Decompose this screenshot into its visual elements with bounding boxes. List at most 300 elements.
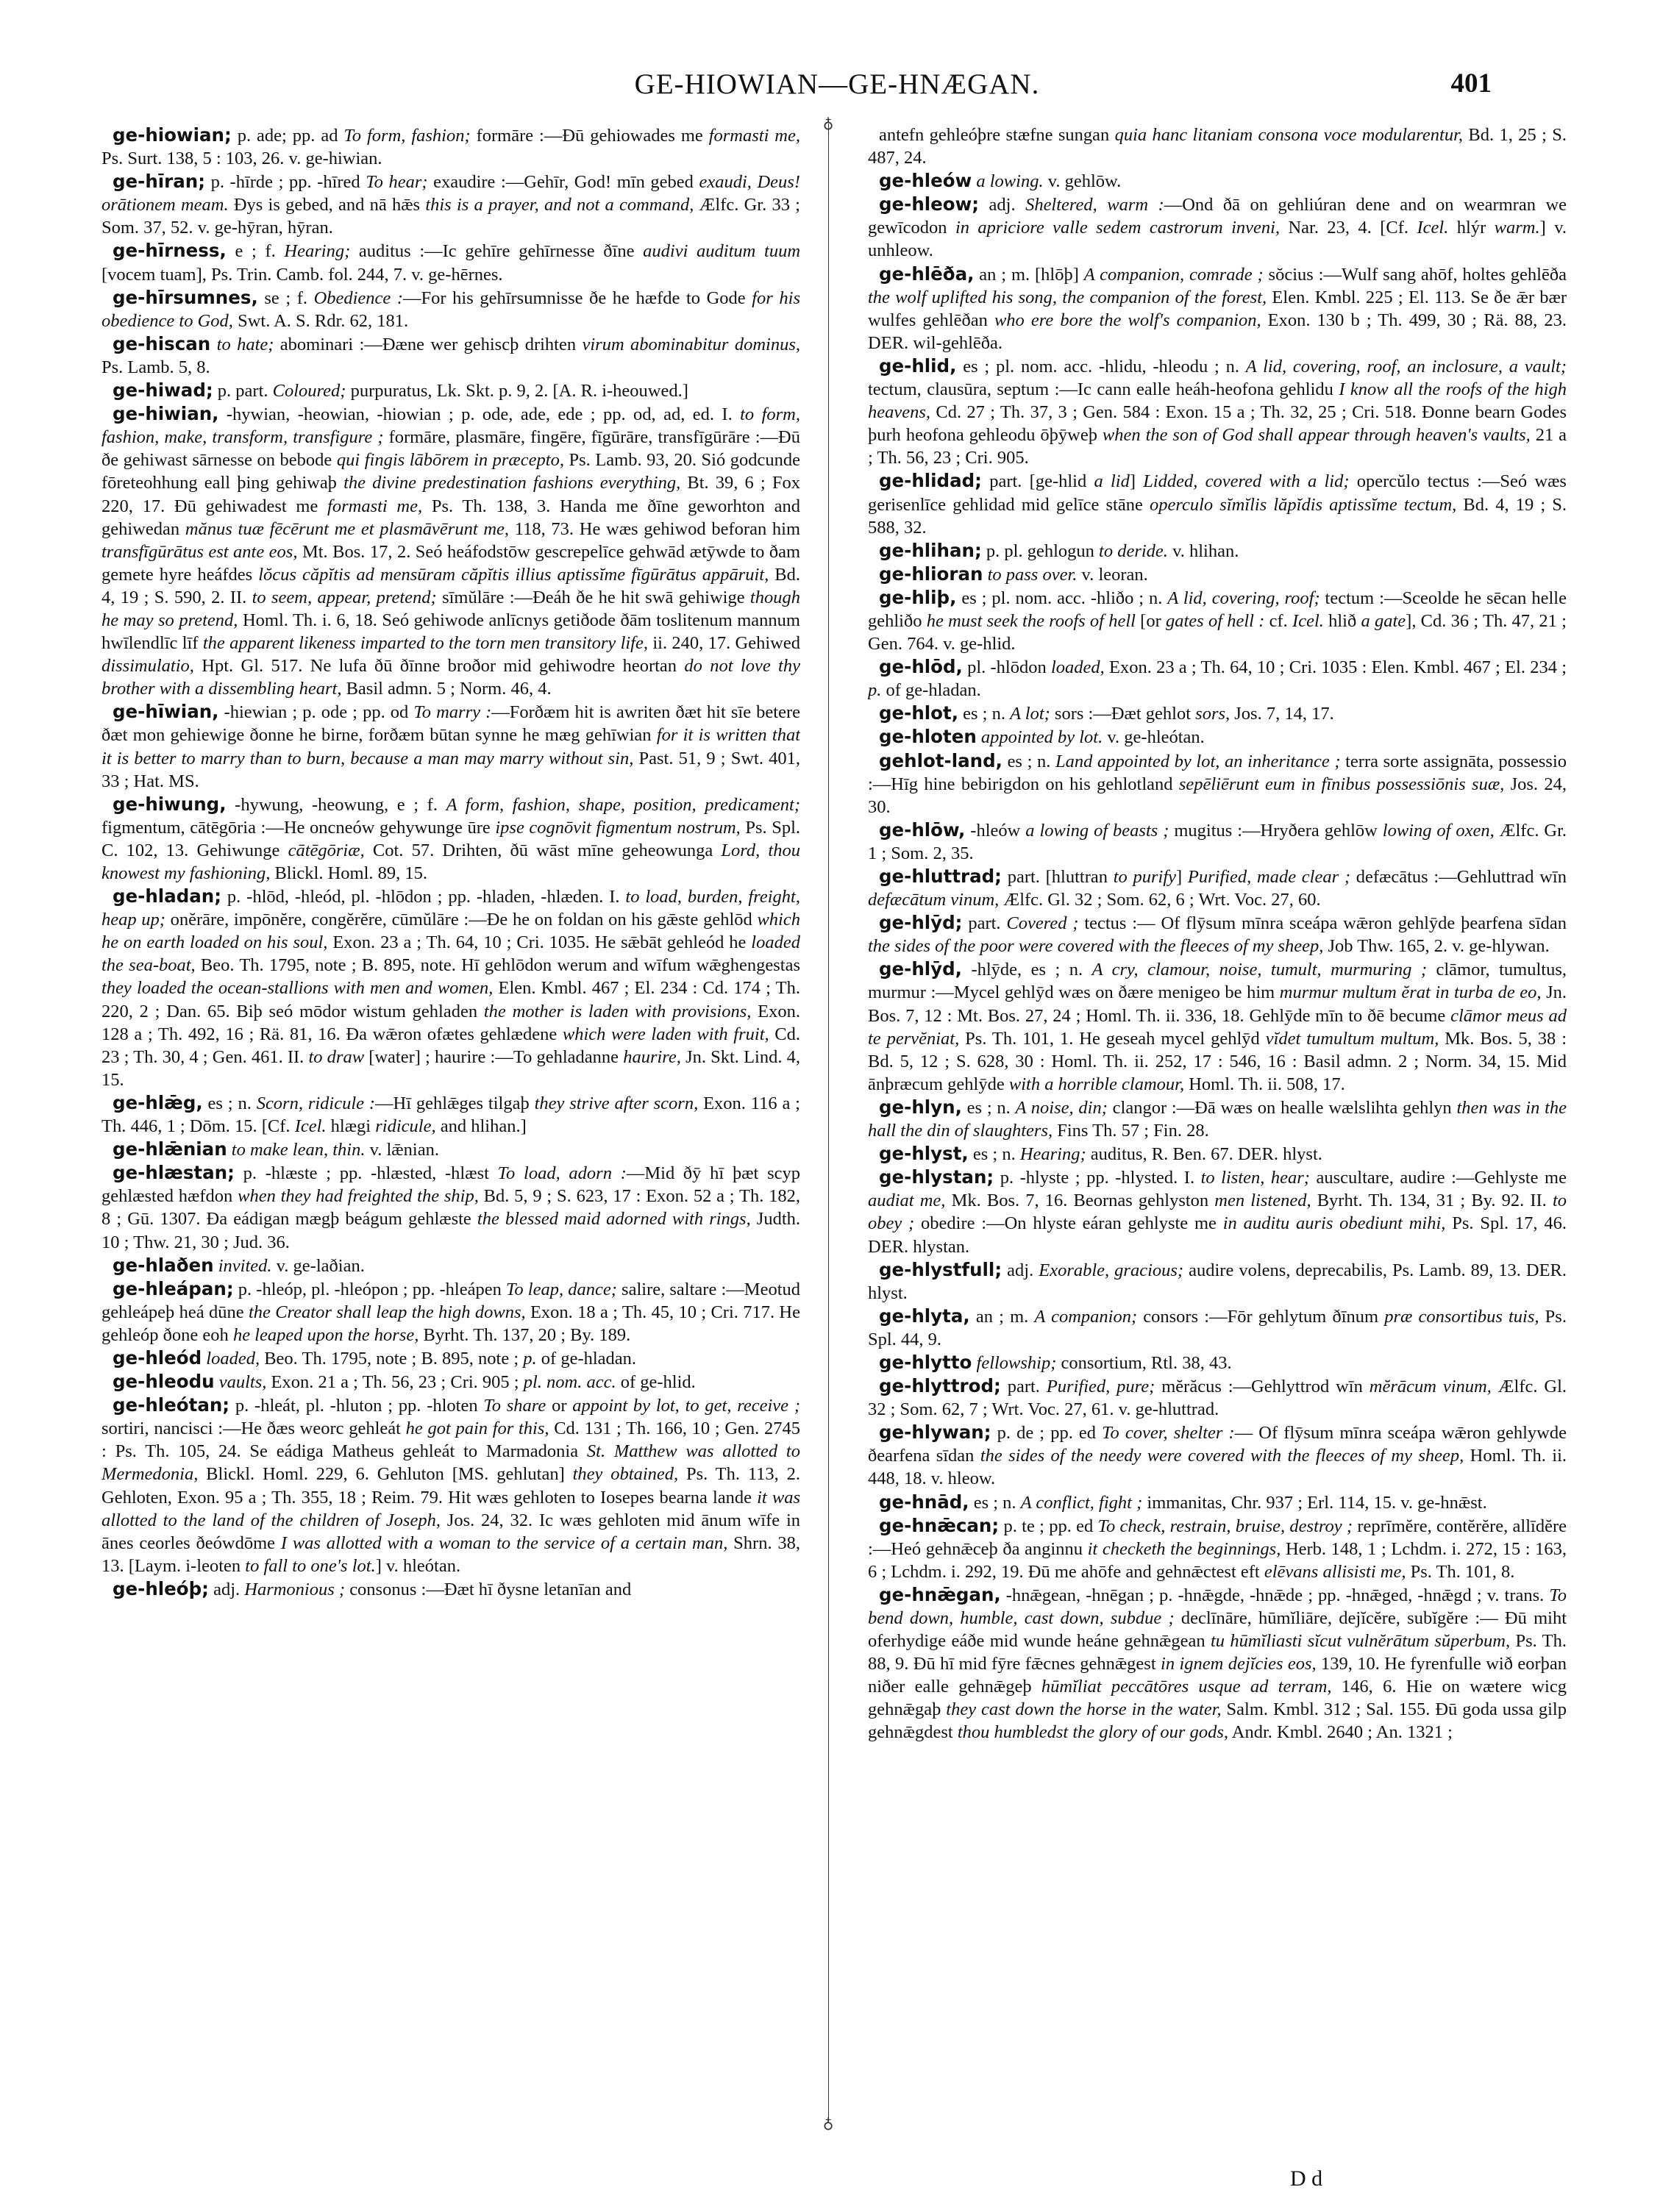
entry-text: 146, 6. Hie on wætere wicg gehnǣgaþ	[868, 1677, 1567, 1720]
definition-text: which were laden with fruit,	[562, 1024, 769, 1044]
headword: ge-hleodu	[113, 1371, 215, 1393]
entry-text: Ps. Spl. 17, 46. DER. hlystan.	[868, 1213, 1567, 1257]
headword: ge-hlæstan;	[113, 1162, 235, 1184]
entry-text: Blickl. Homl. 89, 15.	[270, 863, 428, 883]
definition-text: sepēliērunt eum in fīnibus possessiōnis suæ,	[1178, 774, 1505, 794]
definition-text: they cast down the horse in the water,	[946, 1699, 1222, 1720]
entry-text: p. -hlyste ; pp. -hlysted. I.	[994, 1168, 1201, 1188]
definition-text: loaded,	[202, 1348, 260, 1369]
entry-text: -hiewian ; p. ode ; pp. od	[218, 702, 414, 723]
definition-text: the sides of the needy were covered with the fleeces of my sheep,	[980, 1446, 1464, 1466]
definition-text: To hear;	[366, 172, 428, 193]
entry-text: [vocem tuam], Ps. Trin. Camb. fol. 244, 7. v. ge-hērnes.	[101, 264, 503, 285]
entry-text: v. lǣnian.	[365, 1140, 439, 1160]
entry-text: Cd. 27 ; Th. 37, 3 ; Gen. 584 : Exon. 15 a ; Th. 32, 25 ; Cri. 518. Ðonne bearn Godes þurh heofona gehleodu ōþȳweþ	[868, 402, 1567, 446]
entry-text: Mk. Bos. 7, 16. Beornas gehlyston	[945, 1191, 1215, 1211]
definition-text: cātēgōriæ,	[288, 840, 365, 860]
entry-text: Byrht. Th. 137, 20 ; By. 189.	[418, 1324, 631, 1345]
entry-text: ]	[1129, 471, 1144, 492]
headword: ge-hlytto	[879, 1351, 972, 1373]
definition-text: appointed by lot.	[976, 727, 1103, 748]
definition-text: then was in the hall the din of slaughters,	[868, 1097, 1567, 1141]
definition-text: To share	[483, 1396, 546, 1416]
definition-text: Scorn, ridicule :	[256, 1093, 376, 1113]
definition-text: a gate	[1361, 610, 1406, 631]
entry-text: Jn. Skt. Lind. 4, 15.	[101, 1046, 800, 1090]
definition-text: A noise, din;	[1015, 1097, 1108, 1118]
dictionary-entry	[101, 1091, 800, 1138]
headword: ge-hladan;	[113, 885, 222, 907]
definition-text: virum abominabitur dominus,	[582, 334, 800, 354]
entry-text: mĕrăcus :—Gehlyttrod wīn	[1155, 1377, 1370, 1397]
entry-text: Jos. 24, 32. Ic wæs gehloten mid ānum wīfe in ānes ceorles ðeówdōme	[101, 1510, 800, 1553]
entry-text: exaudire :—Gehīr, God! mīn gebed	[427, 172, 699, 193]
definition-text: this is a prayer, and not a command,	[425, 195, 694, 215]
entry-text: Jn. Bos. 7, 12 : Mt. Bos. 27, 24 ; Homl. Th. ii. 336, 18. Gehlȳde mīn to ðē becume	[868, 982, 1567, 1026]
dictionary-entry	[101, 124, 800, 170]
headword: ge-hlioran	[879, 563, 983, 585]
entry-text: Jos. 7, 14, 17.	[1230, 704, 1334, 724]
dictionary-entry	[868, 354, 1567, 469]
dictionary-entry	[868, 818, 1567, 865]
headword: ge-hnād,	[879, 1491, 969, 1513]
definition-text: he must seek the roofs of hell	[926, 610, 1136, 631]
definition-text: men listened,	[1214, 1191, 1311, 1211]
definition-text: in auditu auris obediunt mihi,	[1222, 1213, 1446, 1234]
entry-text: formāre, plasmāre, fingēre, fīgūrāre, transfīgūrāre :—Ðū ðe gehiwast sārnesse on bebode	[101, 427, 800, 471]
headword: ge-hlid,	[879, 354, 957, 377]
left-column	[101, 124, 800, 2161]
headword: ge-hloten	[879, 726, 977, 748]
entry-text: -hywian, -heowian, -hiowian ; p. ode, ade, ede ; pp. od, ad, ed. I.	[218, 404, 741, 425]
entry-text: mugitus :—Hryðera gehlōw	[1169, 820, 1383, 841]
definition-text: to load, burden, freight, heap up;	[101, 887, 800, 930]
entry-text: part.	[1000, 1377, 1047, 1397]
entry-text: Blickl. Homl. 229, 6. Gehluton [MS. gehlutan]	[198, 1464, 573, 1485]
definition-text: to form, fashion, make, transform, transfigure ;	[101, 404, 800, 448]
headword: ge-hluttrad;	[879, 866, 1002, 887]
entry-text: Ps. Th. 113, 2. Gehloten, Exon. 95 a ; Th. 355, 18 ; Reim. 79. Hit wæs gehloten to Iosepes bearna lande	[101, 1464, 800, 1508]
definition-text: sors,	[1195, 704, 1230, 724]
entry-text: es ; n.	[969, 1492, 1021, 1513]
entry-text: immanitas, Chr. 937 ; Erl. 114, 15. v. ge-hnǣst.	[1142, 1492, 1487, 1513]
entry-text: auscultare, audire :—Gehlyste me	[1309, 1168, 1567, 1188]
dictionary-entry	[868, 865, 1567, 911]
definition-text: Purified, pure;	[1046, 1377, 1155, 1397]
definition-text: to fall to one's lot.	[245, 1555, 376, 1576]
entry-text: Ælfc. Gl. 32 ; Som. 62, 7 ; Wrt. Voc. 27, 61. v. ge-hluttrad.	[868, 1377, 1567, 1420]
entry-text: ii. 240, 17. Gehiwed	[648, 633, 800, 654]
entry-text: v. hlihan.	[1167, 540, 1239, 561]
entry-text: es ; n.	[968, 1144, 1020, 1165]
definition-text: to deride.	[1099, 540, 1168, 561]
entry-text: an ; m.	[969, 1306, 1035, 1327]
entry-text: of ge-hladan.	[536, 1348, 637, 1369]
definition-text: Lidded, covered with a lid;	[1143, 471, 1350, 492]
entry-text: or	[546, 1396, 573, 1416]
dictionary-entry	[868, 1351, 1567, 1374]
definition-text: formasti me,	[708, 126, 800, 146]
dictionary-entry	[101, 1346, 800, 1370]
definition-text: A lid, covering, roof, an inclosure, a vault;	[1245, 356, 1567, 377]
definition-text: to make lean, thin.	[227, 1140, 366, 1160]
entry-text: Judth. 10 ; Thw. 21, 30 ; Jud. 36.	[101, 1209, 800, 1252]
definition-text: A cry, clamour, noise, tumult, murmuring ;	[1091, 960, 1428, 980]
definition-text: when the son of God shall appear through heaven's vaults,	[1102, 425, 1531, 446]
entry-text: sīmŭlāre :—Ðeáh ðe he hit swā gehiwige	[436, 587, 750, 607]
entry-text: hlýr	[1448, 218, 1495, 238]
entry-text: es ; n.	[1002, 751, 1056, 771]
entry-text: p. pl. gehlogun	[981, 540, 1100, 561]
headword: ge-hleápan;	[113, 1277, 234, 1299]
definition-text: to purify	[1113, 867, 1177, 887]
definition-text: A lot;	[1010, 704, 1050, 724]
entry-text: p. part.	[213, 381, 273, 402]
entry-text: Beo. Th. 1795, note ; B. 895, note ;	[260, 1348, 524, 1369]
definition-text: they obtained,	[572, 1464, 679, 1485]
definition-text: exaudi, Deus! orātionem meam.	[101, 172, 800, 215]
entry-text: 118, 73. He wæs gehiwod beforan him	[509, 518, 800, 539]
entry-text: clāmor, tumultus, murmur :—Mycel gehlȳd wæs on ðære menigeo be him	[868, 960, 1567, 1003]
definition-text: the wolf uplifted his song, the companion of the forest,	[868, 287, 1267, 307]
definition-text: Icel.	[1292, 610, 1324, 631]
headword: ge-hnǣgan,	[879, 1583, 1001, 1605]
entry-text: p. -hleóp, pl. -hleópon ; pp. -hleápen	[233, 1279, 506, 1299]
headword: ge-hlystan;	[879, 1166, 994, 1188]
entry-text: —Ond ðā on gehliúran dene and on wearmran we gewīcodon	[868, 195, 1567, 238]
definition-text: they loaded the ocean-stallions with men and women,	[101, 978, 494, 999]
definition-text: do not love thy brother with a dissembling heart,	[101, 656, 800, 699]
definition-text: Purified, made clear ;	[1187, 867, 1351, 887]
entry-text: and hlihan.]	[435, 1116, 527, 1137]
entry-text: adj.	[208, 1579, 245, 1599]
entry-text: -hywung, -heowung, e ; f.	[226, 794, 446, 815]
definition-text: Hearing;	[1019, 1144, 1086, 1165]
entry-text: tectum, clausūra, septum :—Ic cann ealle heáh-heofona gehlidu	[868, 379, 1339, 400]
dictionary-entry	[101, 700, 800, 792]
entry-text: -hleów	[965, 820, 1026, 841]
entry-text: v. ge-laðian.	[271, 1255, 365, 1276]
headword: ge-hleów	[879, 170, 972, 192]
entry-text: sors :—Ðæt gehlot	[1050, 704, 1196, 724]
definition-text: To load, adorn :	[497, 1163, 627, 1184]
dictionary-entry	[868, 1421, 1567, 1490]
dictionary-entry	[868, 911, 1567, 957]
entry-text: declīnāre, hūmĭliāre, dejĭcĕre, subĭgĕre :— Ðū miht oferhydige eáðe mid wunde heáne gehnǣgean	[868, 1608, 1567, 1652]
entry-text: opercŭlo tectus :—Seó wæs gerisenlīce gehlidad mid gelīce stāne	[868, 471, 1567, 515]
dictionary-entry	[101, 1254, 800, 1277]
rule-bottom-ornament: ♁	[822, 2116, 834, 2132]
entry-text: Exon. 128 a ; Th. 492, 16 ; Rä. 81, 16. Ða wǣron ofætes gehlædene	[101, 1001, 800, 1044]
entry-text: Ps. Th. 138, 3. Handa me ðīne geworhton and gehiwedan	[101, 496, 800, 539]
definition-text: A companion, comrade ;	[1083, 264, 1264, 285]
headword: ge-hlǣg,	[113, 1091, 203, 1113]
entry-text: ] v. hleótan.	[375, 1555, 461, 1576]
entry-text: sortiri, nancisci :—He ðæs weorc gehleát	[101, 1419, 406, 1439]
dictionary-entry	[101, 1577, 800, 1601]
definition-text: Covered ;	[1006, 913, 1079, 934]
entry-text: Exon. 116 a ; Th. 446, 1 ; Dōm. 15. [Cf.	[101, 1093, 800, 1137]
entry-text: p. te ; pp. ed	[999, 1516, 1098, 1536]
definition-text: the apparent likeness imparted to the torn men transitory life,	[202, 633, 648, 654]
dictionary-entry	[868, 1096, 1567, 1142]
dictionary-entry	[868, 1142, 1567, 1166]
definition-text: for his obedience to God,	[101, 288, 800, 331]
entry-text: p. -hleát, pl. -hluton ; pp. -hloten	[229, 1396, 484, 1416]
definition-text: in apriciore valle sedem castrorum inveni,	[955, 218, 1281, 238]
entry-text: pl. -hlōdon	[962, 657, 1051, 678]
definition-text: mĕrācum vinum,	[1369, 1377, 1492, 1397]
entry-text: v. ge-hleótan.	[1103, 727, 1205, 748]
dictionary-entry	[868, 469, 1567, 538]
dictionary-entry	[101, 402, 800, 700]
definition-text: audiat me,	[868, 1191, 946, 1211]
headword: ge-hiwung,	[113, 793, 227, 815]
entry-text: es ; n.	[958, 704, 1011, 724]
entry-text: antefn gehleóþre stæfne sungan	[879, 125, 1115, 145]
dictionary-entry	[868, 957, 1567, 1096]
definition-text: murmur multum ĕrat in turba de eo,	[1279, 982, 1542, 1003]
definition-text: hūmĭliat peccātōres usque ad terram,	[1041, 1677, 1332, 1697]
definition-text: gates of hell :	[1166, 610, 1265, 631]
definition-text: ridicule,	[375, 1116, 436, 1137]
definition-text: defæcātum vinum,	[868, 890, 1000, 910]
headword: ge-hlot,	[879, 702, 959, 724]
definition-text: the blessed maid adorned with rings,	[477, 1209, 751, 1230]
definition-text: Hearing;	[284, 241, 351, 262]
entry-text: Exon. 23 a ; Th. 64, 10 ; Cri. 1035 : Elen. Kmbl. 467 ; El. 234 ;	[1104, 657, 1567, 678]
definition-text: to pass over.	[983, 564, 1078, 585]
definition-text: transfīgūrātus est ante eos,	[101, 541, 298, 562]
definition-text: I know all the roofs of the high heavens,	[868, 379, 1567, 423]
definition-text: who ere bore the wolf's companion,	[994, 310, 1261, 330]
entry-text: abominari :—Ðæne wer gehiscþ drihten	[274, 334, 583, 354]
headword: ge-hlyn,	[879, 1096, 962, 1118]
definition-text: in ignem dejĭcies eos,	[1161, 1654, 1317, 1674]
entry-text: -hlȳde, es ; n.	[961, 960, 1092, 980]
entry-text: Homl. Th. ii. 448, 18. v. hleow.	[868, 1446, 1567, 1489]
entry-text: Ps. Th. 88, 9. Ðū hī mid fȳre fǣcnes gehnǣgest	[868, 1631, 1567, 1674]
headword: ge-hlōd,	[879, 656, 963, 678]
entry-text: ] v. unhleow.	[868, 218, 1567, 261]
dictionary-entry	[868, 1514, 1567, 1583]
dictionary-entry	[101, 885, 800, 1091]
entry-text: es ; pl. nom. acc. -hliðo ; n.	[956, 588, 1168, 608]
entry-text: adj.	[979, 195, 1026, 215]
dictionary-entry	[868, 749, 1567, 818]
headword: gehlot-land,	[879, 749, 1002, 771]
headword: ge-hlyttrod;	[879, 1375, 1001, 1397]
headword: ge-hlystfull;	[879, 1258, 1002, 1280]
definition-text: I was allotted with a woman to the service of a certain man,	[280, 1533, 728, 1553]
definition-text: it checketh the beginnings,	[1087, 1538, 1281, 1559]
entry-text: Salm. Kmbl. 312 ; Sal. 155. Ðū goda ussa gilp gehnǣgdest	[868, 1699, 1567, 1743]
dictionary-entry	[101, 1138, 800, 1161]
dictionary-entry	[868, 1491, 1567, 1514]
headword: ge-hīrness,	[113, 240, 227, 262]
entry-text: — Of flȳsum mīnra sceápa wǣron gehlywde ðearfena sīdan	[868, 1423, 1567, 1466]
entry-text: clangor :—Ðā wæs on healle wælslihta gehlyn	[1107, 1097, 1457, 1118]
entry-text: Bd. 5, 9 ; S. 623, 17 : Exon. 52 a ; Th. 182, 8 ; Gū. 1307. Ða eádigan mægþ beágum gehlæste	[101, 1186, 800, 1230]
entry-text: —Hī gehlǣges tilgaþ	[375, 1093, 535, 1113]
definition-text: loaded,	[1050, 657, 1105, 678]
entry-text: Homl. Th. i. 6, 18. Seó gehiwode anlīcnys getiðode ðām toslitenum mannum hwīlendlīc līf	[101, 610, 800, 654]
definition-text: Lord, thou knowest my fashioning,	[101, 840, 800, 883]
headword: ge-hlȳd,	[879, 958, 962, 980]
definition-text: invited.	[213, 1255, 272, 1276]
entry-text: p. -hlæste ; pp. -hlæsted, -hlæst	[234, 1163, 498, 1184]
entry-text: p. de ; pp. ed	[991, 1423, 1103, 1444]
rule-top-ornament: ♁	[822, 115, 834, 132]
entry-text: Bt. 39, 6 ; Fox 220, 17. Ðū gehiwadest me	[101, 473, 800, 516]
dictionary-entry	[101, 1370, 800, 1394]
entry-text: Ælfc. Gr. 33 ; Som. 37, 52. v. ge-hȳran, hȳran.	[101, 195, 800, 238]
definition-text: ipse cognōvit figmentum nostrum,	[495, 817, 741, 838]
entry-text: sŏcius :—Wulf sang ahōf, holtes gehlēða	[1263, 264, 1567, 285]
definition-text: Harmonious ;	[244, 1579, 346, 1599]
dictionary-entry	[101, 793, 800, 885]
headword: ge-hīrsumnes,	[113, 286, 258, 308]
definition-text: the Creator shall leap the high downs,	[248, 1302, 526, 1322]
definition-text: præ consortibus tuis,	[1384, 1306, 1539, 1327]
entry-text: [or	[1135, 610, 1166, 631]
entry-text: [water] ; haurire :—To gehladanne	[364, 1046, 624, 1067]
definition-text: to obey ;	[868, 1191, 1567, 1234]
entry-text: onĕrāre, impōnĕre, congĕrĕre, cūmŭlāre :—Ðe he on foldan on his gǣste gehlōd	[165, 910, 758, 930]
headword: ge-hleow;	[879, 193, 980, 215]
entry-text: tectum :—Sceolde he sēcan helle gehliðo	[868, 588, 1567, 631]
column-rule	[828, 124, 829, 2121]
dictionary-entry	[868, 655, 1567, 702]
entry-text: purpuratus, Lk. Skt. p. 9, 2. [A. R. i-heouwed.]	[346, 381, 688, 402]
definition-text: p.	[523, 1348, 537, 1369]
dictionary-entry	[868, 169, 1567, 193]
headword: ge-hlywan;	[879, 1421, 991, 1444]
headword: ge-hlȳd;	[879, 912, 963, 934]
entry-text: audire volens, deprecabilis, Ps. Lamb. 89, 13. DER. hlyst.	[868, 1260, 1567, 1303]
headword: ge-hleóþ;	[113, 1577, 209, 1599]
entry-text: Past. 51, 9 ; Swt. 401, 33 ; Hat. MS.	[101, 748, 800, 791]
entry-text: Andr. Kmbl. 2640 ; An. 1321 ;	[1228, 1722, 1453, 1743]
dictionary-entry	[868, 124, 1567, 169]
definition-text: to seem, appear, pretend;	[252, 587, 437, 607]
definition-text: A form, fashion, shape, position, predicament;	[446, 794, 800, 815]
entry-text: Ps. Lamb. 93, 20. Sió godcunde fōreteohhung eall þing gehiwaþ	[101, 450, 800, 493]
definition-text: vaults,	[214, 1372, 267, 1393]
entry-text: es ; n.	[202, 1093, 257, 1113]
definition-text: for it is written that it is better to marry than to burn, because a man may marry without sin,	[101, 725, 800, 768]
definition-text: tu hūmĭliasti sĭcut vulnĕrātum sŭperbum,	[1210, 1631, 1511, 1652]
definition-text: vĭdet tumultum multum,	[1265, 1028, 1439, 1049]
dictionary-entry	[868, 563, 1567, 586]
definition-text: a lid	[1094, 471, 1130, 492]
entry-text: Ðys is gebed, and nā hǣs	[228, 195, 426, 215]
entry-text: Mt. Bos. 17, 2. Seó heáfodstōw gescrepelīce gehwād ætȳwde to ðam gemete hyre heáfdes	[101, 541, 800, 585]
entry-text: of ge-hladan.	[881, 680, 981, 701]
definition-text: a lowing of beasts ;	[1025, 820, 1169, 841]
dictionary-entry	[868, 725, 1567, 749]
definition-text: they strive after scorn,	[534, 1093, 699, 1113]
entry-text: Cd. 131 ; Th. 166, 10 ; Gen. 2745 : Ps. Th. 105, 24. Se eádiga Matheus gehleát to Marmadonia	[101, 1419, 800, 1462]
definition-text: Coloured;	[272, 381, 346, 402]
headword: ge-hlǣnian	[113, 1138, 227, 1160]
headword: ge-hnǣcan;	[879, 1514, 1000, 1536]
entry-text: Ps. Spl. 44, 9.	[868, 1306, 1567, 1349]
definition-text: p.	[868, 680, 882, 701]
entry-text: an ; m. [hlōþ]	[974, 264, 1084, 285]
entry-text: part.	[962, 913, 1007, 934]
definition-text: fellowship;	[972, 1352, 1057, 1373]
definition-text: with a horrible clamour,	[1008, 1074, 1185, 1094]
definition-text: lŏcus căpĭtis ad mensūram căpĭtis illius aptissĭme fīgūrātus appāruit,	[258, 564, 769, 585]
running-title: GE-HIOWIAN—GE-HNÆGAN.	[634, 68, 1040, 100]
headword: ge-hlōw,	[879, 818, 966, 841]
definition-text: To leap, dance;	[506, 1279, 617, 1299]
dictionary-entry	[101, 239, 800, 285]
entry-text: —Forðæm hit is awriten ðæt hit sīe betere ðæt mon gehiewige ðonne he birne, forðæm būtan synne he mæg gehīwian	[101, 702, 800, 746]
headword: ge-hlihan;	[879, 539, 982, 561]
dictionary-entry	[868, 263, 1567, 354]
signature-mark: D d	[1290, 2166, 1323, 2191]
definition-text: A lid, covering, roof;	[1167, 588, 1320, 608]
definition-text: lowing of oxen,	[1382, 820, 1495, 841]
definition-text: the mother is laden with provisions,	[483, 1001, 752, 1021]
dictionary-entry	[101, 1277, 800, 1346]
entry-text: v. gehlōw.	[1043, 171, 1122, 192]
definition-text: a lowing.	[972, 171, 1044, 192]
entry-text: auditus, R. Ben. 67. DER. hlyst.	[1086, 1144, 1322, 1165]
entry-text: hlið	[1323, 610, 1361, 631]
headword: ge-hiwad;	[113, 379, 213, 402]
entry-text: figmentum, cātēgōria :—He oncneów gehywunge ūre	[101, 817, 496, 838]
entry-text: part. [hluttran	[1001, 867, 1114, 887]
entry-text: Homl. Th. ii. 508, 17.	[1184, 1074, 1345, 1094]
entry-text: consors :—Fōr gehlytum ðīnum	[1137, 1306, 1385, 1327]
dictionary-entry	[868, 702, 1567, 725]
definition-text: dissimulatio,	[101, 656, 194, 677]
entry-text: salire, saltare :—Meotud gehleápeþ heá dūne	[101, 1279, 800, 1322]
entry-text: Ps. Lamb. 5, 8.	[101, 357, 210, 377]
dictionary-entry	[101, 379, 800, 402]
entry-text: Ps. Th. 101, 8.	[1406, 1561, 1515, 1582]
entry-text: e ; f.	[226, 241, 285, 262]
entry-text: of ge-hlid.	[616, 1372, 696, 1393]
definition-text: he got pain for this,	[405, 1419, 549, 1439]
definition-text: the divine predestination fashions everything,	[343, 473, 681, 493]
entry-text: p. ade; pp. ad	[231, 126, 344, 146]
definition-text: when they had freighted the ship,	[238, 1186, 479, 1207]
headword: ge-hiwian,	[113, 403, 219, 425]
entry-text: v. leoran.	[1077, 564, 1148, 585]
entry-text: Hpt. Gl. 517. Ne lufa ðū ðīnne broðor mid gehiwodre heortan	[193, 656, 685, 677]
definition-text: Icel.	[1417, 218, 1449, 238]
entry-text: auditus :—Ic gehīre gehīrnesse ðīne	[350, 241, 644, 262]
headword: ge-hiscan	[113, 332, 211, 354]
entry-text: es ; n.	[961, 1097, 1016, 1118]
definition-text: the sides of the poor were covered with the fleeces of my sheep,	[868, 936, 1324, 957]
definition-text: elēvans allisisti me,	[1264, 1561, 1406, 1582]
dictionary-entry	[101, 1394, 800, 1577]
entry-text: hlægi	[326, 1116, 376, 1137]
entry-text: p. -hīrde ; pp. -hīred	[205, 172, 366, 193]
headword: ge-hlyta,	[879, 1305, 970, 1327]
headword: ge-hlēða,	[879, 263, 975, 285]
entry-text: Beo. Th. 1795, note ; B. 895, note. Hī gehlōdon werum and wīfum wǣghengestas	[195, 955, 800, 976]
entry-text: Nar. 23, 4. [Cf.	[1280, 218, 1417, 238]
entry-text: 139, 10. He fyrenfulle wið eorþan niðer ealle gehnǣgeþ	[868, 1654, 1567, 1697]
definition-text: mănus tuæ fēcērunt me et plasmāvērunt me,	[185, 518, 510, 539]
entry-text: Byrht. Th. 134, 31 ; By. 92. II.	[1311, 1191, 1553, 1211]
